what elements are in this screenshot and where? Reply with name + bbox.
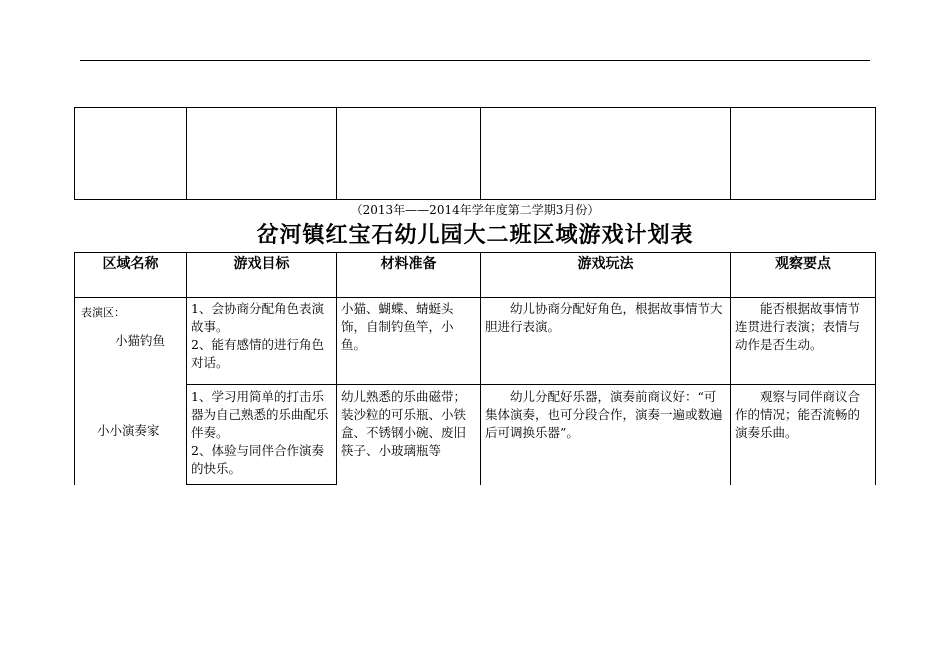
goals-cell: [187, 298, 337, 385]
empty-cell: [481, 108, 731, 200]
observation-cell: 能否根据故事情节连贯进行表演；表情与动作是否生动。: [731, 298, 876, 385]
header-materials: 材料准备: [337, 253, 481, 298]
activity-name-2: 小小演奏家: [97, 423, 160, 438]
table-header-row: [75, 253, 876, 298]
table-row: [75, 385, 876, 485]
area-game-plan-table: [74, 252, 876, 485]
header-rule: [80, 60, 870, 61]
page-title: 岔河镇红宝石幼儿园大二班区域游戏计划表: [256, 223, 694, 248]
previous-page-table: [74, 107, 876, 200]
materials-cell: 幼儿熟悉的乐曲磁带；装沙粒的可乐瓶、小铁盒、不锈钢小碗、废旧筷子、小玻璃瓶等: [337, 385, 481, 485]
table-row: [75, 108, 876, 200]
header-area-name: 区域名称: [75, 253, 187, 298]
empty-cell: [187, 108, 337, 200]
goal-item: 2、能有感情的进行角色对话。: [191, 337, 324, 370]
observation-cell: 观察与同伴商议合作的情况；能否流畅的演奏乐曲。: [731, 385, 876, 485]
header-game-play: 游戏玩法: [481, 253, 731, 298]
empty-cell: [75, 108, 187, 200]
activity-name-1: 小猫钓鱼: [115, 333, 166, 348]
play-cell: 幼儿协商分配好角色，根据故事情节大胆进行表演。: [481, 298, 731, 385]
area-category-label: 表演区：: [81, 306, 125, 319]
semester-subtitle: （2013年——2014年学年度第二学期3月份）: [350, 203, 600, 217]
empty-cell: [731, 108, 876, 200]
area-name-cell: [75, 298, 187, 485]
goal-item: 1、学习用简单的打击乐器为自己熟悉的乐曲配乐伴奏。: [191, 389, 329, 440]
goal-item: 1、会协商分配角色表演故事。: [191, 301, 324, 334]
goal-item: 2、体验与同伴合作演奏的快乐。: [191, 443, 324, 476]
empty-cell: [337, 108, 481, 200]
goals-cell: [187, 385, 337, 485]
header-game-goals: 游戏目标: [187, 253, 337, 298]
materials-cell: 小猫、蝴蝶、蜻蜓头饰，自制钓鱼竿，小鱼。: [337, 298, 481, 385]
play-cell: 幼儿分配好乐器，演奏前商议好：“可集体演奏，也可分段合作，演奏一遍或数遍后可调换乐器”。: [481, 385, 731, 485]
table-row: [75, 298, 876, 385]
header-observation: 观察要点: [731, 253, 876, 298]
